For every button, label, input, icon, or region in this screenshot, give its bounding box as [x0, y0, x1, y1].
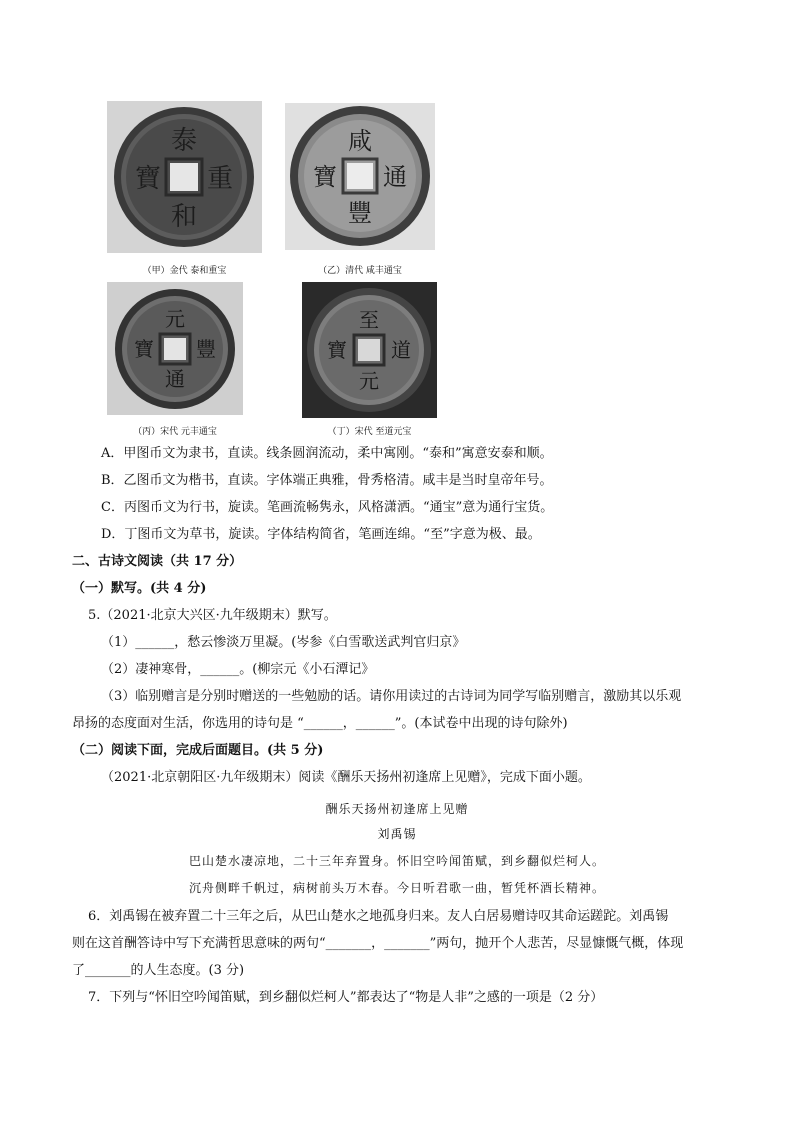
- reading-intro: （2021·北京朝阳区·九年级期末）阅读《酬乐天扬州初逢席上见赠》，完成下面小题。: [101, 770, 591, 785]
- question-6-line-2: 则在这首酬答诗中写下充满哲思意味的两句“_______，_______”两句，抛开个人悲苦，尽显慷慨气概，体现: [72, 936, 684, 951]
- question-5-item-2: （2）凄神寒骨，______。(柳宗元《小石潭记》: [101, 662, 375, 677]
- coin-caption-bing: （丙）宋代 元丰通宝: [133, 427, 217, 437]
- question-7-stem: 7．下列与“怀旧空吟闻笛赋，到乡翻似烂柯人”都表达了“物是人非”之感的一项是（2 分）: [88, 990, 604, 1005]
- coin-jia-char-top: 泰: [170, 126, 198, 156]
- subsection-dictation: （一）默写。(共 4 分): [72, 581, 207, 596]
- section-heading: 二、古诗文阅读（共 17 分）: [72, 554, 243, 569]
- option-c: C．丙图币文为行书，旋读。笔画流畅隽永，风格潇洒。“通宝”意为通行宝货。: [101, 500, 554, 515]
- subsection-reading: （二）阅读下面，完成后面题目。(共 5 分): [72, 743, 324, 758]
- question-5-item-3-line-1: （3）临别赠言是分别时赠送的一些勉励的话。请你用读过的古诗词为同学写临别赠言，激励其以乐观: [101, 689, 682, 704]
- question-6-line-1: 6．刘禹锡在被弃置二十三年之后，从巴山楚水之地孤身归来。友人白居易赠诗叹其命运蹉跎。刘禹锡: [88, 909, 669, 924]
- coin-jia-char-bottom: 和: [170, 202, 198, 232]
- coin-ding-char-right: 道: [391, 338, 411, 362]
- question-5-stem: 5.（2021·北京大兴区·九年级期末）默写。: [88, 608, 337, 623]
- poem-line-1: 巴山楚水凄凉地，二十三年弃置身。怀旧空吟闻笛赋，到乡翻似烂柯人。: [188, 854, 605, 868]
- poem-line-2: 沉舟侧畔千帆过，病树前头万木春。今日听君歌一曲，暂凭杯酒长精神。: [188, 881, 605, 895]
- poem-title: 酬乐天扬州初逢席上见赠: [325, 802, 469, 816]
- coin-ding-char-left: 寶: [327, 338, 347, 362]
- coin-yi-char-right: 通: [383, 163, 407, 191]
- question-6-line-3: 了_______的人生态度。(3 分): [72, 963, 245, 978]
- option-d: D．丁图币文为草书，旋读。字体结构简省，笔画连绵。“至”字意为极、最。: [101, 527, 541, 542]
- coin-bing-char-top: 元: [165, 307, 185, 331]
- coin-bing-char-bottom: 通: [165, 367, 185, 391]
- poem-author: 刘禹锡: [377, 827, 417, 841]
- coin-jia-char-right: 重: [206, 164, 234, 194]
- question-5-item-1: （1）______，愁云惨淡万里凝。(岑参《白雪歌送武判官归京》: [101, 635, 466, 650]
- coin-photo-ding: [302, 282, 437, 418]
- coin-jia-char-left: 寶: [134, 164, 162, 194]
- coin-caption-jia: （甲）金代 泰和重宝: [142, 266, 227, 276]
- option-a: A．甲图币文为隶书，直读。线条圆润流动，柔中寓刚。“泰和”寓意安泰和顺。: [101, 446, 553, 461]
- coin-photo-yi: [285, 103, 435, 250]
- coin-caption-ding: （丁）宋代 至道元宝: [327, 427, 412, 437]
- coin-photo-jia: [107, 101, 262, 253]
- coin-yi-char-bottom: 豐: [348, 199, 372, 227]
- coin-photo-bing: [107, 282, 243, 415]
- option-b: B．乙图币文为楷书，直读。字体端正典雅，骨秀格清。咸丰是当时皇帝年号。: [101, 473, 553, 488]
- coin-ding-char-top: 至: [359, 308, 379, 332]
- question-5-item-3-line-2: 昂扬的态度面对生活，你选用的诗句是 “______，______”。(本试卷中出现的诗句除外): [72, 716, 568, 731]
- coin-bing-char-left: 寶: [134, 337, 154, 361]
- coin-caption-yi: （乙）清代 咸丰通宝: [318, 266, 402, 276]
- coin-bing-char-right: 豐: [196, 337, 216, 361]
- coin-yi-char-left: 寶: [313, 163, 337, 191]
- coin-yi-char-top: 咸: [348, 127, 372, 155]
- coin-ding-char-bottom: 元: [359, 369, 379, 393]
